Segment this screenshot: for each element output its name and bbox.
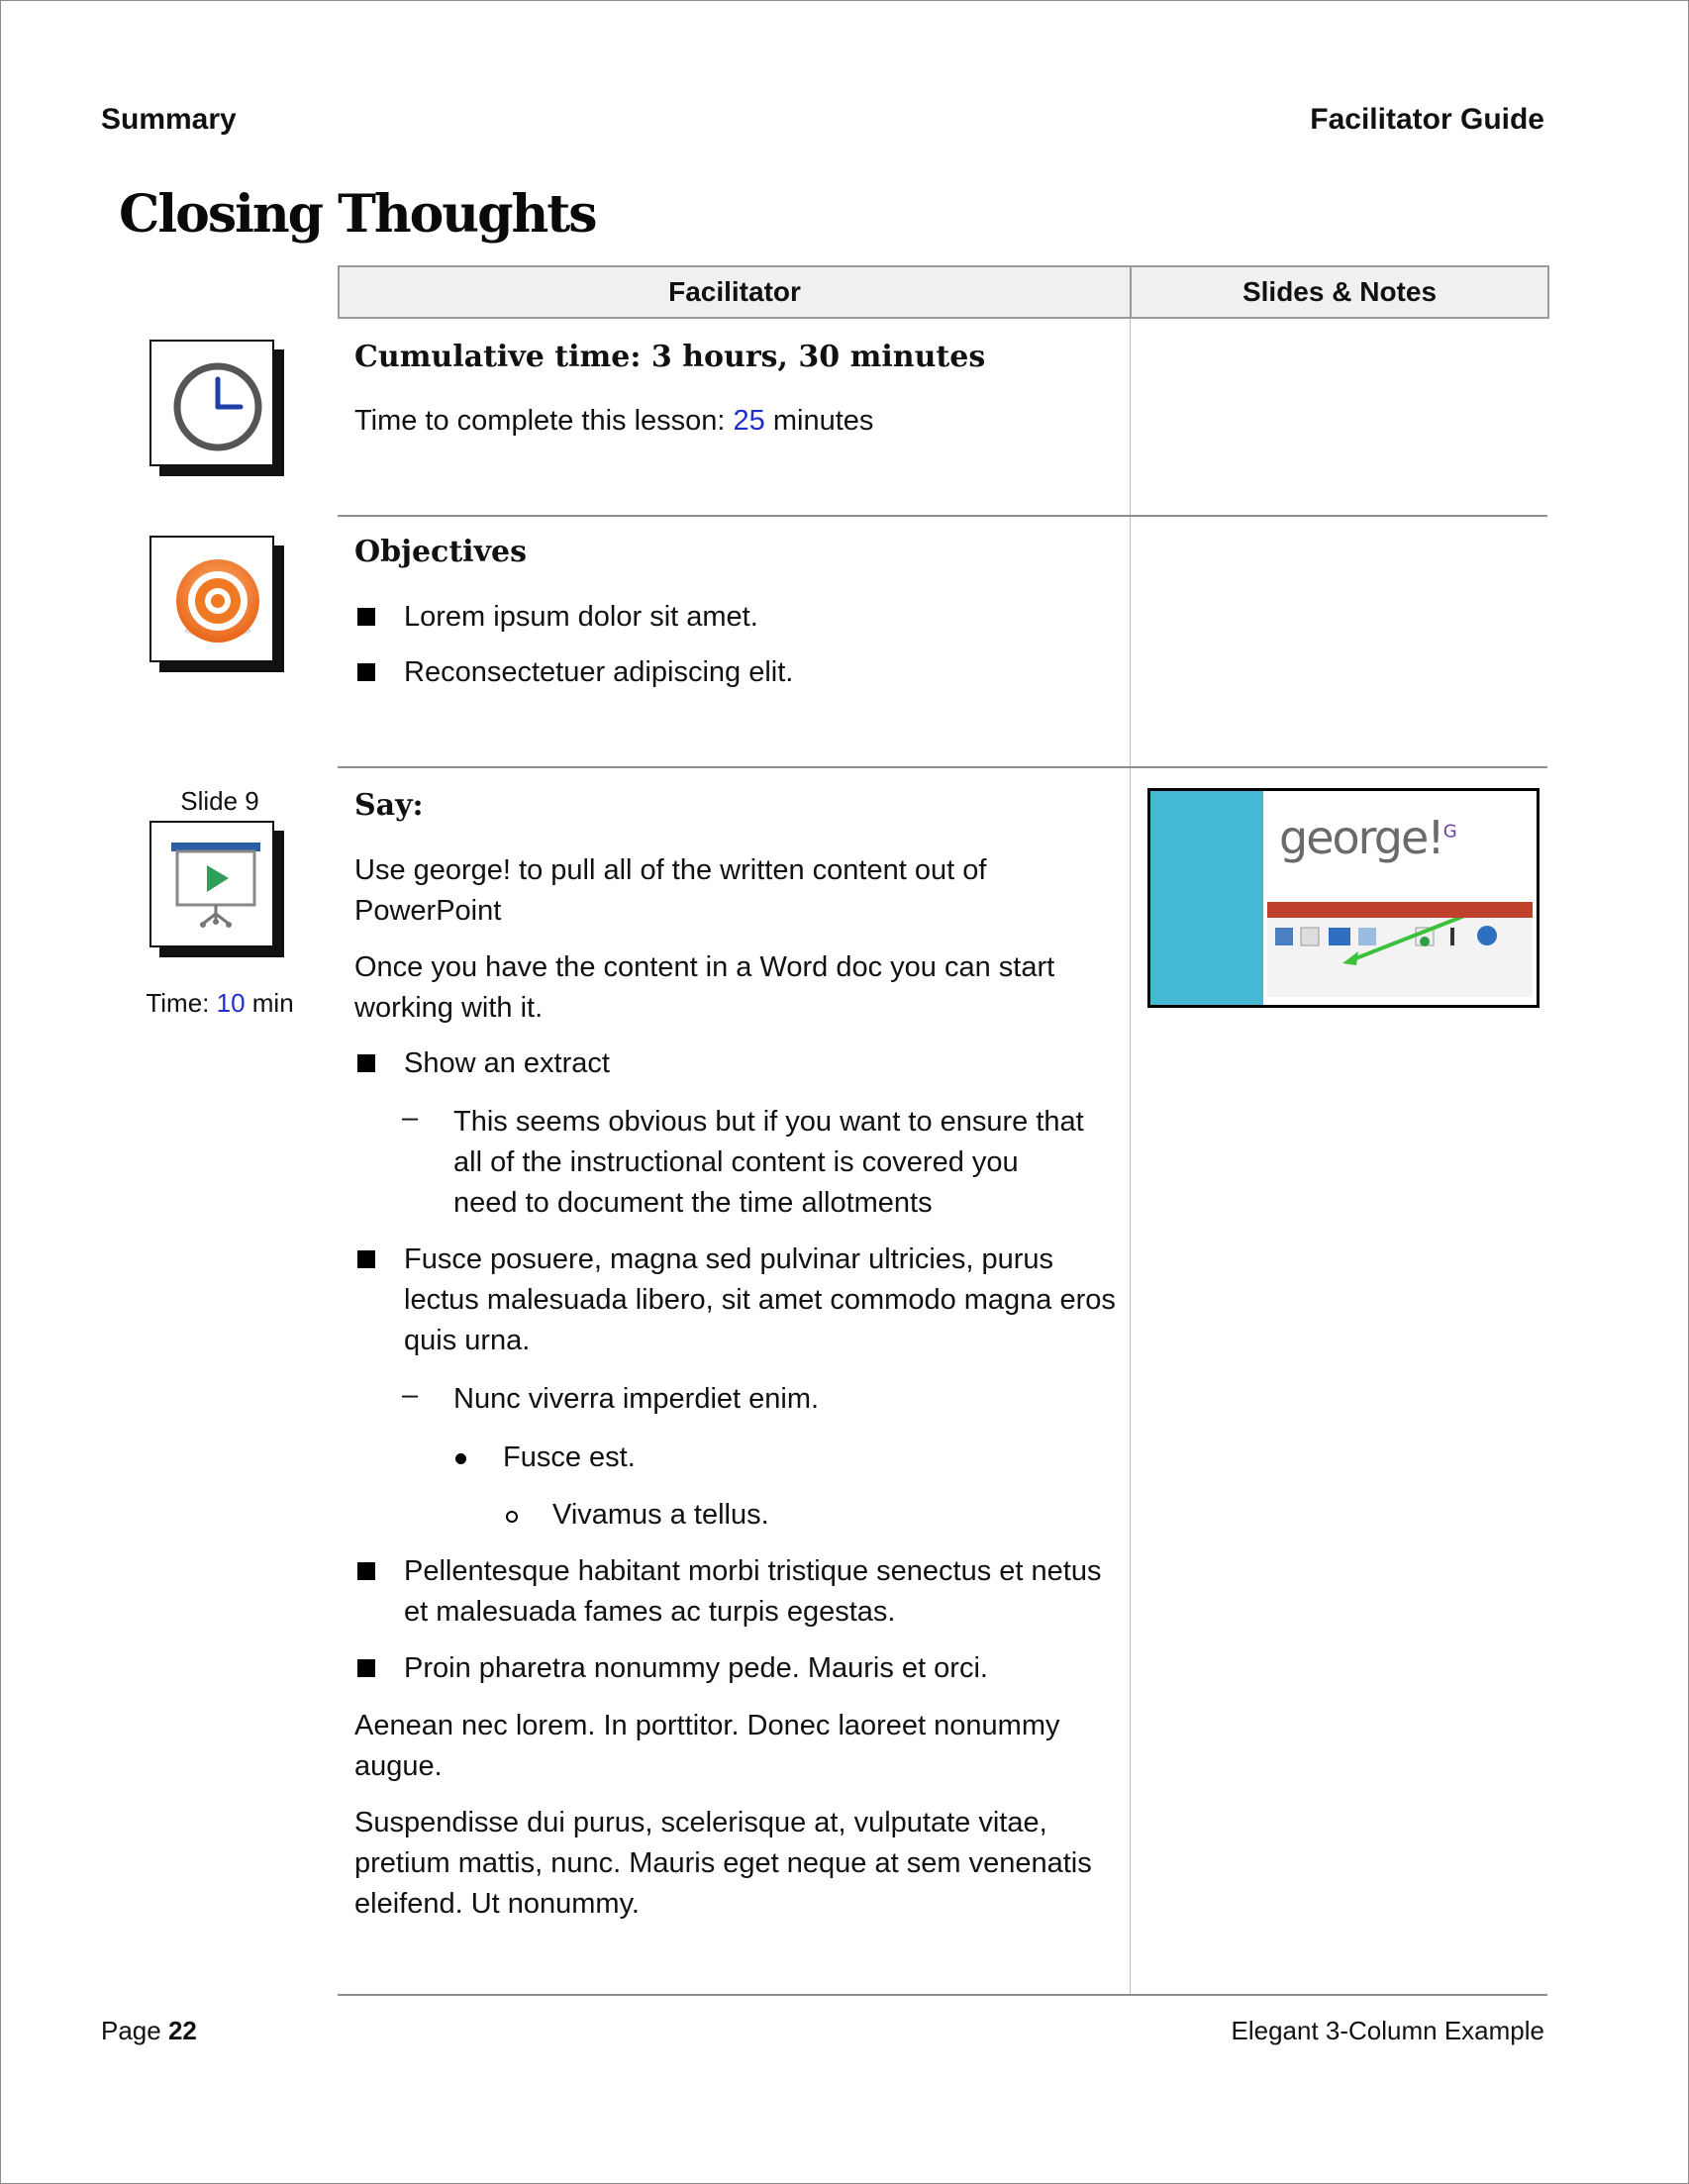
bullet-square — [357, 1659, 375, 1677]
thumb-cyan-panel — [1150, 791, 1263, 1005]
say-paragraph: Aenean nec lorem. In porttitor. Donec laoreet nonummy augue. — [354, 1710, 1060, 1782]
bullet-text: Fusce posuere, magna sed pulvinar ultricies, purus lectus malesuada libero, sit amet commodo magna eros quis urna. — [404, 1243, 1116, 1356]
objective-item: Reconsectetuer adipiscing elit. — [404, 656, 794, 688]
clock-icon — [149, 340, 274, 466]
slide-number-label: Slide 9 — [180, 786, 259, 816]
bullet-dash: – — [402, 1379, 419, 1411]
say-paragraph: Once you have the content in a Word doc you can start working with it. — [354, 951, 1055, 1024]
page-number: Page 22 — [101, 2016, 197, 2045]
bullet-square — [357, 1250, 375, 1268]
slide-thumbnail — [1147, 788, 1540, 1008]
objectives-heading: Objectives — [354, 535, 527, 569]
objective-item: Lorem ipsum dolor sit amet. — [404, 601, 758, 633]
slides-column-header: Slides & Notes — [1130, 265, 1549, 319]
bullet-square — [357, 608, 375, 626]
bullet-text: Proin pharetra nonummy pede. Mauris et orci. — [404, 1652, 988, 1684]
section-header: Summary — [101, 103, 237, 136]
bullet-text: Show an extract — [404, 1047, 610, 1079]
row-divider — [338, 515, 1547, 517]
cumulative-time-heading: Cumulative time: 3 hours, 30 minutes — [354, 340, 986, 374]
bullet-dash: – — [402, 1102, 419, 1134]
slide-time-label: Time: 10 min — [146, 988, 294, 1018]
sub-bullet-text: Nunc viverra imperdiet enim. — [453, 1383, 820, 1415]
thumb-logo: george!$^G$ — [1279, 811, 1455, 864]
say-paragraph: Use george! to pull all of the written content out of PowerPoint — [354, 854, 987, 927]
lesson-time-text: Time to complete this lesson: 25 minutes — [354, 405, 874, 437]
bullet-square — [357, 1562, 375, 1580]
bullet-dot — [455, 1453, 466, 1464]
sub-sub-bullet-text: Fusce est. — [503, 1441, 636, 1473]
bullet-text: Pellentesque habitant morbi tristique senectus et netus et malesuada fames ac turpis egestas. — [404, 1555, 1102, 1628]
guide-header: Facilitator Guide — [1310, 103, 1544, 136]
sub-sub-sub-bullet-text: Vivamus a tellus. — [552, 1499, 769, 1531]
facilitator-column-header: Facilitator — [338, 265, 1132, 319]
sub-bullet-text: This seems obvious but if you want to ensure that all of the instructional content is covered you need to document the time allotments — [453, 1106, 1084, 1219]
bottom-rule — [338, 1994, 1547, 1996]
presentation-icon — [149, 821, 274, 947]
bullet-circle — [506, 1511, 518, 1523]
bullet-square — [357, 663, 375, 681]
target-icon — [149, 536, 274, 662]
bullet-square — [357, 1054, 375, 1072]
document-name: Elegant 3-Column Example — [1231, 2016, 1544, 2045]
say-paragraph: Suspendisse dui purus, scelerisque at, vulputate vitae, pretium mattis, nunc. Mauris eget neque at sem venenatis eleifend. Ut nonummy. — [354, 1807, 1092, 1920]
row-divider — [338, 766, 1547, 768]
say-heading: Say: — [354, 788, 424, 823]
column-divider — [1130, 319, 1131, 1996]
page-title: Closing Thoughts — [119, 184, 596, 245]
thumb-ribbon-bar — [1267, 902, 1533, 918]
